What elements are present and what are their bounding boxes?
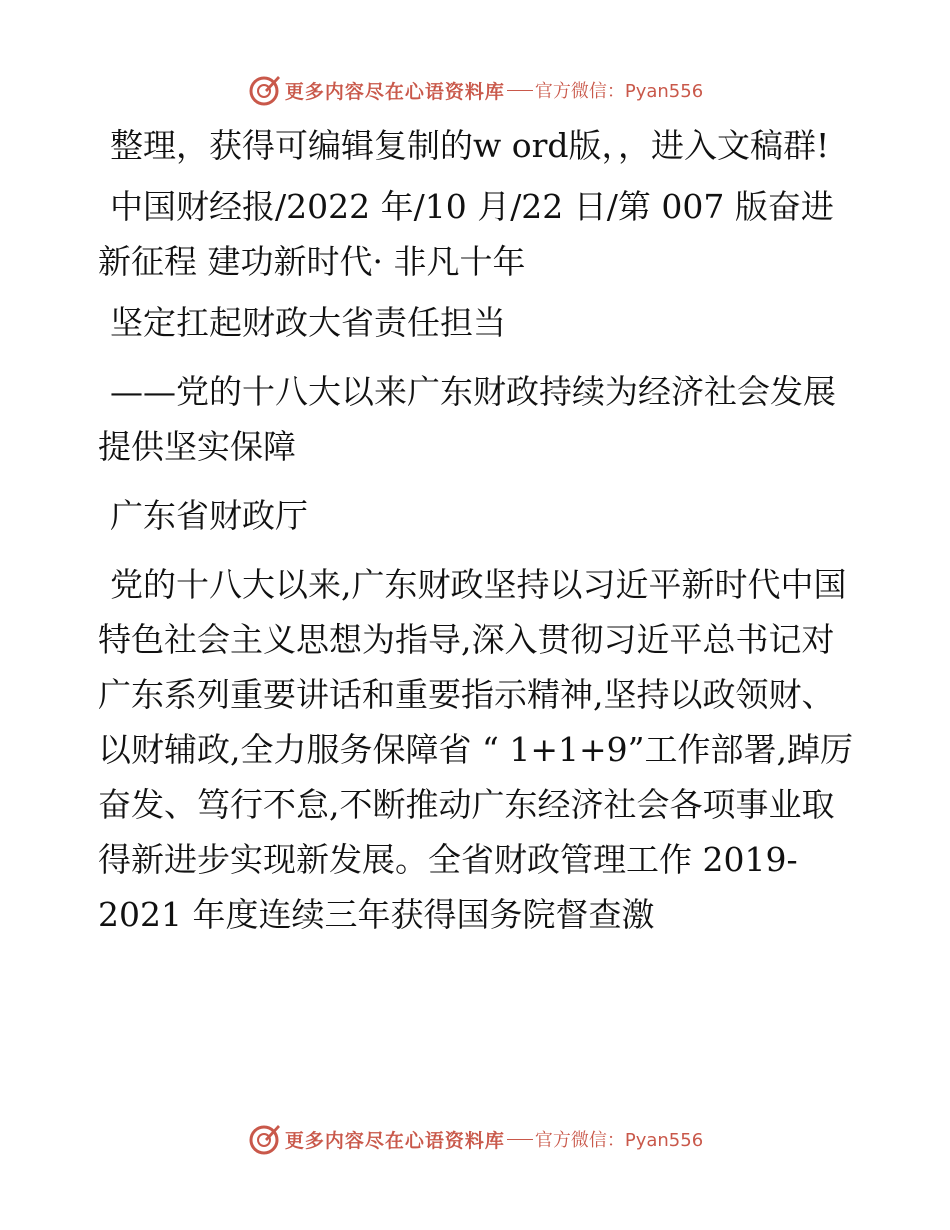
watermark-contact: 官方微信：Pyan556 bbox=[534, 1130, 704, 1151]
watermark-divider bbox=[507, 1139, 533, 1140]
document-body bbox=[98, 118, 858, 956]
author-line: 广东省财政厅 bbox=[110, 496, 308, 535]
article-title: 坚定扛起财政大省责任担当 bbox=[110, 303, 506, 342]
watermark-brand: 更多内容尽在心语资料库 bbox=[284, 80, 505, 103]
body-paragraph: 党的十八大以来,广东财政坚持以习近平新时代中国特色社会主义思想为指导,深入贯彻习近平总书记对广东系列重要讲话和重要指示精神,坚持以政领财、 以财辅政,全力服务保障省 “ 1+1+9”工作部署,踔厉奋发、笃行不怠,不断推动广东经济社会各项事业取得新进步实现新发展。全省财政管理工作 2019-2021 年度连续三年获得国务院督查激 bbox=[98, 565, 853, 934]
watermark-brand: 更多内容尽在心语资料库 bbox=[284, 1129, 505, 1152]
watermark-footer bbox=[0, 1121, 950, 1157]
watermark-contact: 官方微信：Pyan556 bbox=[534, 81, 704, 102]
intro-paragraph: 整理，获得可编辑复制的w ord版，，进入文稿群! bbox=[110, 126, 830, 165]
source-line: 中国财经报/2022 年/10 月/22 日/第 007 版奋进新征程 建功新时代· 非凡十年 bbox=[98, 187, 834, 281]
quill-logo-icon bbox=[247, 1122, 281, 1156]
article-subtitle: ——党的十八大以来广东财政持续为经济社会发展提供坚实保障 bbox=[98, 372, 836, 466]
watermark-divider bbox=[507, 90, 533, 91]
quill-logo-icon bbox=[247, 73, 281, 107]
watermark-header bbox=[0, 72, 950, 108]
